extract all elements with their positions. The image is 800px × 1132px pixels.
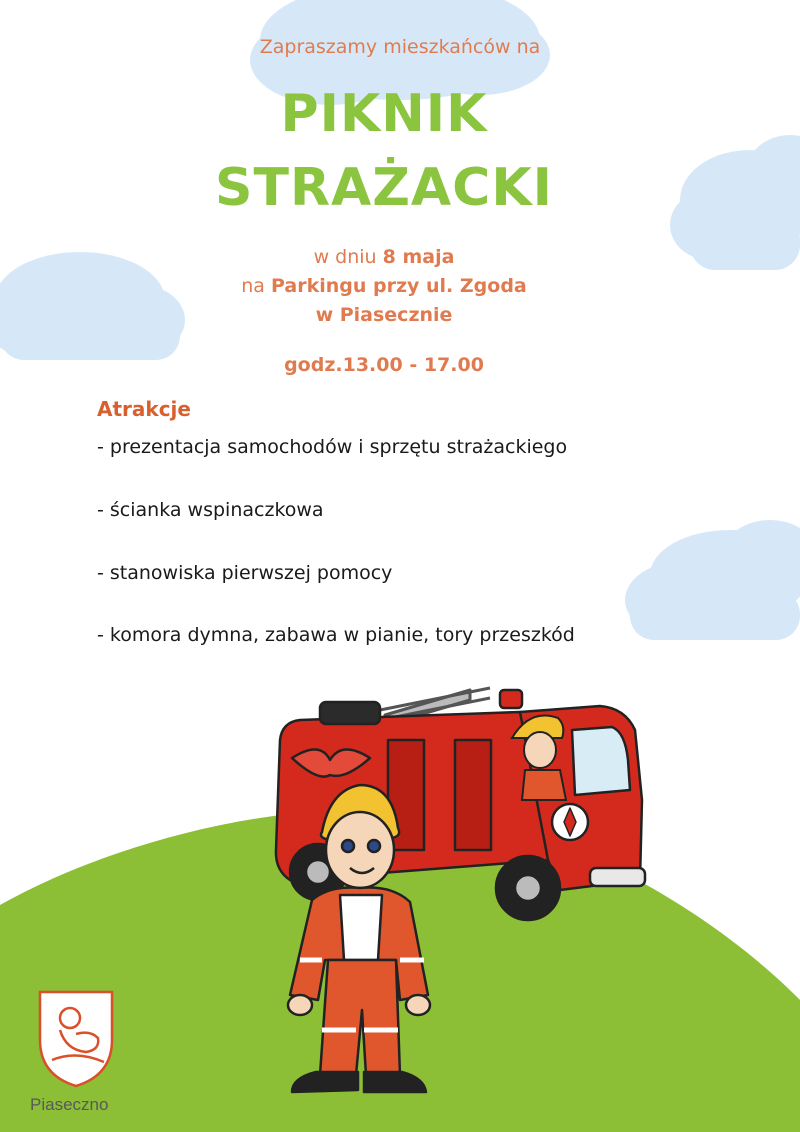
attraction-item: - prezentacja samochodów i sprzętu strażackiego (97, 436, 568, 458)
title-line-2: STRAŻACKI (215, 158, 553, 218)
place-prefix: na (241, 275, 271, 297)
date-value: 8 maja (382, 246, 455, 268)
event-hours: godz.13.00 - 17.00 (284, 354, 484, 376)
attraction-item: - komora dymna, zabawa w pianie, tory przeszkód (97, 624, 575, 646)
attractions-heading: Atrakcje (97, 397, 191, 421)
invitation-line: Zapraszamy mieszkańców na (259, 36, 541, 58)
attraction-item: - ścianka wspinaczkowa (97, 499, 324, 521)
date-prefix: w dniu (313, 246, 383, 268)
logo-name: Piaseczno (30, 1095, 109, 1114)
town-value: w Piasecznie (315, 304, 453, 326)
place-value: Parkingu przy ul. Zgoda (270, 275, 527, 297)
attraction-item: - stanowiska pierwszej pomocy (97, 562, 393, 584)
title-line-1: PIKNIK (280, 84, 488, 144)
ram-coat-of-arms-icon (40, 992, 112, 1086)
